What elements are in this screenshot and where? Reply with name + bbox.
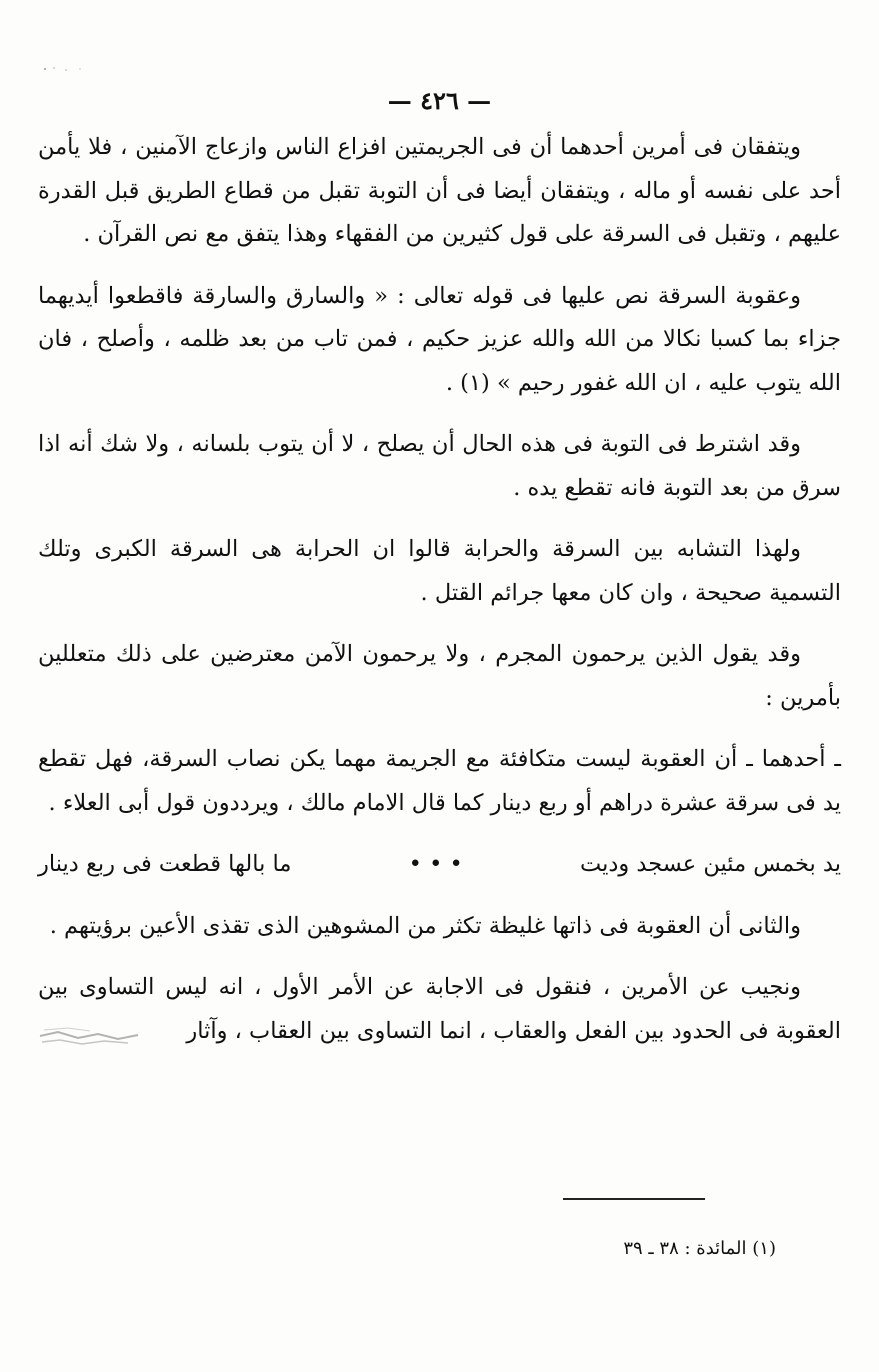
paragraph-5: وقد يقول الذين يرحمون المجرم ، ولا يرحمون الآمن معترضين على ذلك متعللين بأمرين : — [38, 641, 841, 711]
verse-separator: • • • — [408, 851, 463, 877]
paragraph-3: وقد اشترط فى التوبة فى هذه الحال أن يصلح ، لا أن يتوب بلسانه ، ولا شك أنه اذا سرق من بعد التوبة فانه تقطع يده . — [38, 431, 841, 501]
paragraph-7: والثانى أن العقوبة فى ذاتها غليظة تكثر من المشوهين الذى تقذى الأعين برؤيتهم . — [49, 912, 801, 939]
footnote-separator-line — [563, 1198, 705, 1200]
page-number: — ٤٢٦ — — [387, 86, 492, 115]
ink-speck-decoration — [40, 64, 100, 74]
paragraph-4: ولهذا التشابه بين السرقة والحرابة قالوا ان الحرابة هى السرقة الكبرى وتلك التسمية صحيحة ، وان كان معها جرائم القتل . — [38, 536, 841, 606]
paragraph-6: ـ أحدهما ـ أن العقوبة ليست متكافئة مع الجريمة مهما يكن نصاب السرقة، فهل تقطع يد فى سرقة عشرة دراهم أو ربع دينار كما قال الامام مالك ، ويرددون قول أبى العلاء . — [38, 746, 841, 816]
poetry-verse — [38, 843, 841, 887]
paragraph-1: ويتفقان فى أمرين أحدهما أن فى الجريمتين افزاع الناس وازعاج الآمنين ، فلا يأمن أحد على نفسه أو ماله ، ويتفقان أيضا فى أن التوبة تقبل من قطاع الطريق قبل القدرة عليهم ، وتقبل فى السرقة على قول كثيرين من الفقهاء وهذا يتفق مع نص القرآن . — [38, 134, 841, 247]
paragraph-8: ونجيب عن الأمرين ، فنقول فى الاجابة عن الأمر الأول ، انه ليس التساوى بين العقوبة فى الحدود بين الفعل والعقاب ، انما التساوى بين العقاب ، وآثار — [38, 974, 841, 1044]
footnote: (١) المائدة : ٣٨ ـ ٣٩ — [623, 1238, 776, 1259]
paragraph-2: وعقوبة السرقة نص عليها فى قوله تعالى : « والسارق والسارقة فاقطعوا أيديهما جزاء بما كسبا نكالا من الله والله عزيز حكيم ، فمن تاب من بعد ظلمه ، وأصلح ، فان الله يتوب عليه ، ان الله غفور رحيم » (١) . — [38, 282, 841, 396]
scan-smudge-decoration — [38, 1022, 148, 1052]
verse-second-hemistich: ما بالها قطعت فى ربع دينار — [38, 851, 292, 877]
body-text — [38, 126, 841, 1071]
verse-first-hemistich: يد بخمس مئين عسجد وديت — [580, 851, 841, 877]
